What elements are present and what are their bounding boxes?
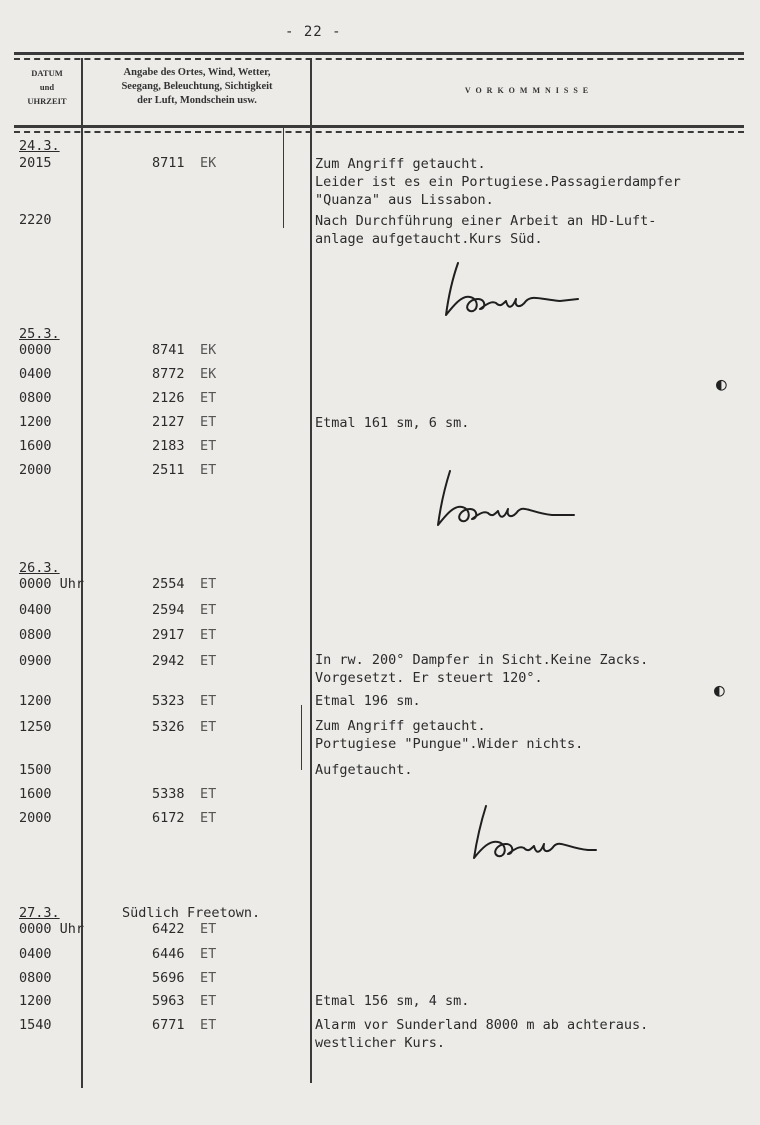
- date-heading: [19, 560, 60, 576]
- position-number: 6771: [152, 1017, 185, 1033]
- position-number: 8711: [152, 155, 185, 171]
- entry-line: Portugiese "Pungue".Wider nichts.: [315, 736, 584, 752]
- date-label: 25.3.: [19, 326, 60, 342]
- position-grid: ET: [200, 810, 217, 826]
- signature: [432, 465, 582, 535]
- page-number: - 22 -: [285, 24, 342, 40]
- entry-line: Nach Durchführung einer Arbeit an HD-Luft-: [315, 213, 657, 229]
- entry-text: [315, 651, 648, 687]
- entry-line: In rw. 200° Dampfer in Sicht.Keine Zacks.: [315, 652, 649, 668]
- position-grid: ET: [200, 627, 217, 643]
- position-grid: ET: [200, 462, 217, 478]
- position-number: 2554: [152, 576, 185, 592]
- entry-time: 2015: [19, 155, 52, 171]
- date-heading: [19, 326, 60, 342]
- position-number: 5696: [152, 970, 185, 986]
- entry-text: [315, 155, 681, 209]
- entry-time: 2220: [19, 212, 52, 228]
- position-grid: ET: [200, 602, 217, 618]
- entry-text: [315, 761, 413, 779]
- signature: [468, 800, 618, 870]
- entry-time: 2000: [19, 810, 52, 826]
- entry-time: 0900: [19, 653, 52, 669]
- entry-line: anlage aufgetaucht.Kurs Süd.: [315, 231, 543, 247]
- header-bottom-rule: [14, 125, 744, 128]
- column-header-ort: [84, 66, 310, 108]
- entry-line: Zum Angriff getaucht.: [315, 718, 486, 734]
- entry-line: Leider ist es ein Portugiese.Passagierdampfer: [315, 174, 681, 190]
- entry-time: 1600: [19, 438, 52, 454]
- entry-line: Etmal 156 sm, 4 sm.: [315, 993, 470, 1009]
- header-text: und: [39, 82, 55, 92]
- entry-time: 1500: [19, 762, 52, 778]
- entry-line: Vorgesetzt. Er steuert 120°.: [315, 670, 543, 686]
- date-heading: [19, 138, 60, 154]
- entry-time: 1200: [19, 414, 52, 430]
- position-number: 2511: [152, 462, 185, 478]
- entry-time: 1200: [19, 993, 52, 1009]
- entry-line: Etmal 161 sm, 6 sm.: [315, 415, 470, 431]
- punch-hole: ◐: [716, 374, 727, 395]
- entry-line: westlicher Kurs.: [315, 1035, 446, 1051]
- position-grid: ET: [200, 921, 217, 937]
- position-grid: ET: [200, 970, 217, 986]
- header-text: DATUM: [31, 68, 63, 78]
- position-grid: ET: [200, 438, 217, 454]
- header-text: Angabe des Ortes, Wind, Wetter,: [123, 67, 271, 78]
- entry-line: Zum Angriff getaucht.: [315, 156, 486, 172]
- position-grid: ET: [200, 653, 217, 669]
- entry-text: [315, 1016, 648, 1052]
- entry-time: 0800: [19, 970, 52, 986]
- position-grid: ET: [200, 576, 217, 592]
- date-label: 27.3.: [19, 905, 60, 921]
- entry-time: 0000 Uhr: [19, 921, 85, 937]
- column-divider-2: [310, 58, 312, 1083]
- position-number: 2126: [152, 390, 185, 406]
- position-number: 2183: [152, 438, 185, 454]
- header-text: Seegang, Beleuchtung, Sichtigkeit: [121, 81, 273, 92]
- position-number: 2127: [152, 414, 185, 430]
- entry-time: 2000: [19, 462, 52, 478]
- entry-text: [315, 717, 583, 753]
- margin-mark-2: [301, 705, 302, 770]
- entry-time: 0000 Uhr: [19, 576, 85, 592]
- position-number: 2942: [152, 653, 185, 669]
- position-number: 5963: [152, 993, 185, 1009]
- entry-time: 0400: [19, 946, 52, 962]
- position-grid: EK: [200, 366, 217, 382]
- position-number: 5326: [152, 719, 185, 735]
- entry-text: [315, 212, 656, 248]
- column-header-vorkommnisse: VORKOMMNISSE: [464, 86, 594, 95]
- position-grid: ET: [200, 719, 217, 735]
- header-text: UHRZEIT: [27, 96, 67, 106]
- entry-time: 1600: [19, 786, 52, 802]
- date-label: 26.3.: [19, 560, 60, 576]
- header-top-rule: [14, 52, 744, 55]
- place-label: Südlich Freetown.: [122, 905, 261, 921]
- position-grid: ET: [200, 786, 217, 802]
- position-number: 6446: [152, 946, 185, 962]
- column-header-datum: [14, 66, 80, 108]
- entry-time: 1540: [19, 1017, 52, 1033]
- entry-text: [315, 992, 469, 1010]
- entry-time: 0400: [19, 602, 52, 618]
- date-heading: [19, 905, 60, 921]
- entry-line: Aufgetaucht.: [315, 762, 413, 778]
- position-grid: EK: [200, 342, 217, 358]
- position-number: 2594: [152, 602, 185, 618]
- punch-hole: ◐: [714, 680, 725, 701]
- entry-line: Etmal 196 sm.: [315, 693, 421, 709]
- entry-line: Alarm vor Sunderland 8000 m ab achteraus.: [315, 1017, 649, 1033]
- header-bottom-rule-2: [14, 131, 744, 133]
- entry-text: [315, 692, 421, 710]
- margin-mark: [283, 128, 284, 228]
- signature: [440, 255, 590, 325]
- entry-time: 0800: [19, 390, 52, 406]
- entry-time: 1250: [19, 719, 52, 735]
- header-text: der Luft, Mondschein usw.: [137, 95, 257, 106]
- position-number: 8741: [152, 342, 185, 358]
- position-grid: ET: [200, 414, 217, 430]
- position-number: 6172: [152, 810, 185, 826]
- position-number: 6422: [152, 921, 185, 937]
- entry-time: 0800: [19, 627, 52, 643]
- entry-text: [315, 414, 469, 432]
- position-grid: EK: [200, 155, 217, 171]
- position-grid: ET: [200, 390, 217, 406]
- entry-line: "Quanza" aus Lissabon.: [315, 192, 494, 208]
- position-number: 5338: [152, 786, 185, 802]
- position-grid: ET: [200, 946, 217, 962]
- position-number: 5323: [152, 693, 185, 709]
- position-grid: ET: [200, 993, 217, 1009]
- position-number: 8772: [152, 366, 185, 382]
- entry-time: 0000: [19, 342, 52, 358]
- entry-time: 1200: [19, 693, 52, 709]
- position-grid: ET: [200, 693, 217, 709]
- date-label: 24.3.: [19, 138, 60, 154]
- position-number: 2917: [152, 627, 185, 643]
- position-grid: ET: [200, 1017, 217, 1033]
- entry-time: 0400: [19, 366, 52, 382]
- header-top-rule-2: [14, 58, 744, 60]
